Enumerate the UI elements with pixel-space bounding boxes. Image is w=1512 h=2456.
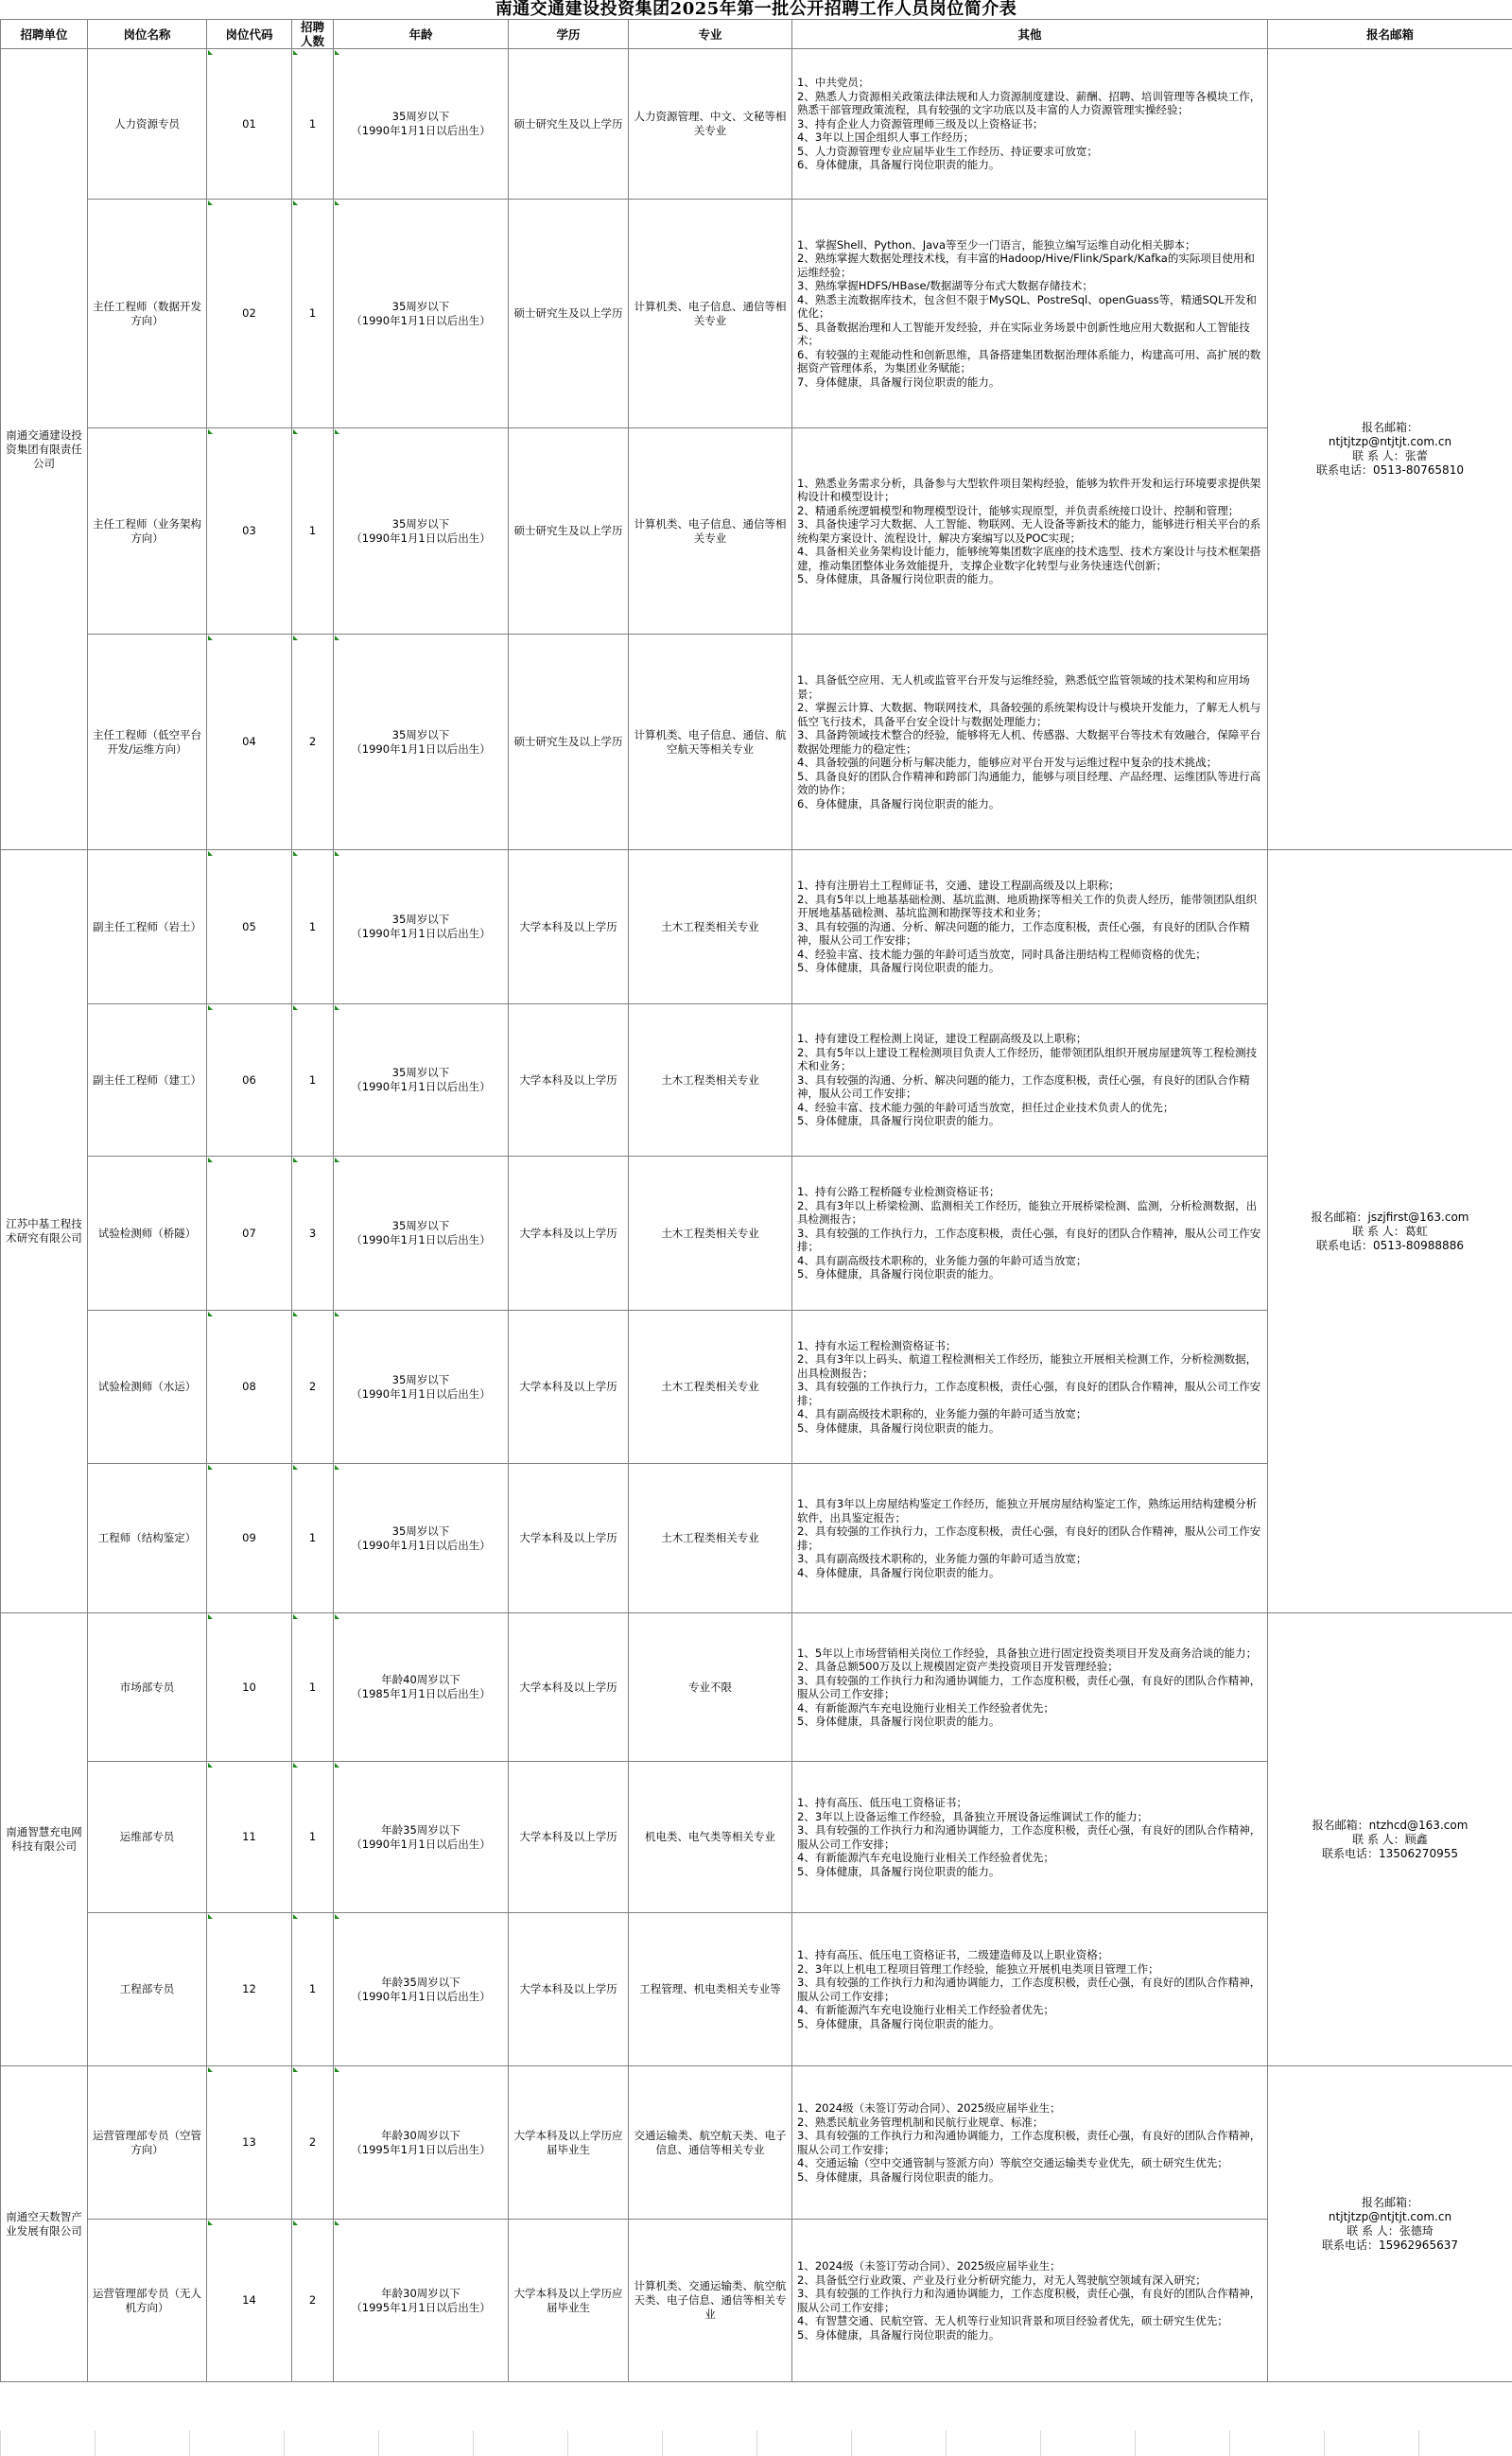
contact-line: 联 系 人：张德琦 xyxy=(1347,2223,1434,2238)
cell-indicator-icon xyxy=(293,1614,298,1619)
contact-line: ntjtjtzp@ntjtjt.com.cn xyxy=(1328,435,1452,448)
requirements-cell xyxy=(792,428,1268,635)
cell-indicator-icon xyxy=(293,200,298,205)
position-code-cell: 08 xyxy=(207,1311,292,1464)
requirement-line: 5、具备良好的团队合作精神和跨部门沟通能力，能够与项目经理、产品经理、运维团队等进行高效的协作； xyxy=(797,769,1261,796)
requirements-cell xyxy=(792,1004,1268,1157)
requirement-line: 1、2024级（未签订劳动合同）、2025级应届毕业生； xyxy=(797,2101,1061,2115)
header-age: 年龄 xyxy=(334,20,509,49)
major-cell: 计算机类、电子信息、通信、航空航天等相关专业 xyxy=(629,635,792,850)
requirement-line: 3、熟练掌握HDFS/HBase/数据湖等分布式大数据存储技术； xyxy=(797,279,1093,293)
age-cell xyxy=(334,1004,509,1157)
cell-indicator-icon xyxy=(208,2067,213,2072)
contact-line: 联 系 人：葛虹 xyxy=(1352,1224,1428,1238)
age-line: 35周岁以下 xyxy=(391,727,450,741)
position-code-cell: 06 xyxy=(207,1004,292,1157)
education-cell: 硕士研究生及以上学历 xyxy=(509,200,629,428)
age-cell xyxy=(334,1464,509,1613)
age-line: （1990年1月1日以后出生） xyxy=(351,1080,491,1093)
education-cell: 大学本科及以上学历 xyxy=(509,1613,629,1762)
requirement-line: 2、具有5年以上地基基础检测、基坑监测、地质勘探等相关工作的负责人经历，能带领团队组织开展地基基础检测、基坑监测和勘探等技术和业务； xyxy=(797,892,1258,920)
age-line: （1990年1月1日以后出生） xyxy=(351,1837,491,1851)
cell-indicator-icon xyxy=(335,636,339,640)
cell-indicator-icon xyxy=(293,1005,298,1010)
education-cell: 大学本科及以上学历应届毕业生 xyxy=(509,2066,629,2220)
header-position-code: 岗位代码 xyxy=(207,20,292,49)
headcount-cell: 1 xyxy=(292,1913,334,2066)
position-name-cell: 主任工程师（数据开发方向） xyxy=(88,200,207,428)
requirements-cell xyxy=(792,1311,1268,1464)
major-cell: 土木工程类相关专业 xyxy=(629,1157,792,1311)
requirement-line: 3、具有较强的工作执行力和沟通协调能力，工作态度积极，责任心强，有良好的团队合作精神，服从公司工作安排； xyxy=(797,1673,1261,1700)
cell-indicator-icon xyxy=(335,1763,339,1768)
headcount-cell: 2 xyxy=(292,2066,334,2220)
cell-indicator-icon xyxy=(293,636,298,640)
requirement-line: 4、具备较强的问题分析与解决能力，能够应对平台开发与运维过程中复杂的技术挑战； xyxy=(797,756,1218,769)
requirements-cell xyxy=(792,635,1268,850)
requirement-line: 5、具备数据治理和人工智能开发经验，并在实际业务场景中创新性地应用大数据和人工智能技术； xyxy=(797,320,1250,348)
major-cell: 计算机类、交通运输类、航空航天类、电子信息、通信等相关专业 xyxy=(629,2220,792,2382)
position-code-cell: 09 xyxy=(207,1464,292,1613)
cell-indicator-icon xyxy=(208,636,213,640)
contact-cell xyxy=(1268,850,1512,1613)
requirement-line: 2、精通系统逻辑模型和物理模型设计，能够实现原型，并负责系统接口设计、控制和管理； xyxy=(797,503,1240,517)
position-name-cell: 运营管理部专员（无人机方向） xyxy=(88,2220,207,2382)
position-code-cell: 04 xyxy=(207,635,292,850)
education-cell: 大学本科及以上学历 xyxy=(509,1157,629,1311)
requirement-line: 2、熟悉人力资源相关政策法律法规和人力资源制度建设、薪酬、招聘、培训管理等各模块工作，熟悉干部管理政策流程，具有较强的文字功底以及丰富的人力资源管理实操经验； xyxy=(797,89,1261,117)
education-cell: 硕士研究生及以上学历 xyxy=(509,49,629,200)
requirement-line: 1、持有高压、低压电工资格证书，二级建造师及以上职业资格； xyxy=(797,1948,1109,1961)
requirement-line: 3、具有较强的沟通、分析、解决问题的能力，工作态度积极，责任心强，有良好的团队合作精神，服从公司工作安排； xyxy=(797,919,1250,948)
contact-line: ntjtjtzp@ntjtjt.com.cn xyxy=(1328,2209,1452,2223)
age-line: 35周岁以下 xyxy=(391,516,450,531)
requirement-line: 2、熟练掌握大数据处理技术栈，有丰富的Hadoop/Hive/Flink/Spark/Kafka的实际项目使用和运维经验； xyxy=(797,252,1255,279)
contact-line: 联系电话：0513-80988886 xyxy=(1316,1238,1464,1252)
age-line: 35周岁以下 xyxy=(391,913,450,926)
cell-indicator-icon xyxy=(293,2221,298,2225)
age-line: （1990年1月1日以后出生） xyxy=(351,124,491,137)
requirements-cell xyxy=(792,1613,1268,1762)
major-cell: 计算机类、电子信息、通信等相关专业 xyxy=(629,200,792,428)
requirement-line: 4、身体健康，具备履行岗位职责的能力。 xyxy=(797,1565,1000,1579)
education-cell: 大学本科及以上学历 xyxy=(509,1464,629,1613)
contact-line: 联系电话：0513-80765810 xyxy=(1316,463,1464,477)
major-cell: 土木工程类相关专业 xyxy=(629,1464,792,1613)
education-cell: 大学本科及以上学历 xyxy=(509,1004,629,1157)
requirement-line: 4、经验丰富、技术能力强的年龄可适当放宽，同时具备注册结构工程师资格的优先； xyxy=(797,947,1207,961)
headcount-cell: 1 xyxy=(292,1762,334,1913)
age-cell xyxy=(334,1762,509,1913)
position-name-cell: 人力资源专员 xyxy=(88,49,207,200)
requirement-line: 4、3年以上国企组织人事工作经历； xyxy=(797,131,975,145)
age-cell xyxy=(334,635,509,850)
requirement-line: 1、持有高压、低压电工资格证书； xyxy=(797,1796,967,1809)
age-line: （1990年1月1日以后出生） xyxy=(351,1386,491,1401)
age-line: （1990年1月1日以后出生） xyxy=(351,927,491,940)
recruiting-unit-cell: 江苏中基工程技术研究有限公司 xyxy=(1,850,88,1613)
position-code-cell: 12 xyxy=(207,1913,292,2066)
cell-indicator-icon xyxy=(208,1158,213,1162)
cell-indicator-icon xyxy=(208,1005,213,1010)
position-code-cell: 05 xyxy=(207,850,292,1004)
education-cell: 硕士研究生及以上学历 xyxy=(509,635,629,850)
headcount-cell: 2 xyxy=(292,635,334,850)
requirement-line: 6、身体健康，具备履行岗位职责的能力。 xyxy=(797,158,1000,172)
requirement-line: 3、具有较强的工作执行力和沟通协调能力，工作态度积极，责任心强，有良好的团队合作精神，服从公司工作安排； xyxy=(797,1976,1261,2003)
empty-grid-area xyxy=(0,2430,1512,2456)
position-name-cell: 试验检测师（桥隧） xyxy=(88,1157,207,1311)
cell-indicator-icon xyxy=(335,429,339,434)
cell-indicator-icon xyxy=(335,2221,339,2225)
requirement-line: 1、持有建设工程检测上岗证，建设工程副高级及以上职称； xyxy=(797,1032,1087,1046)
contact-line: 联 系 人：顾鑫 xyxy=(1352,1832,1428,1846)
headcount-cell: 3 xyxy=(292,1157,334,1311)
age-line: 年龄35周岁以下 xyxy=(381,1822,461,1837)
requirement-line: 1、掌握Shell、Python、Java等至少一门语言，能独立编写运维自动化相关脚本； xyxy=(797,237,1196,252)
age-line: 年龄35周岁以下 xyxy=(381,1975,461,1989)
cell-indicator-icon xyxy=(208,50,213,55)
header-email: 报名邮箱 xyxy=(1268,20,1512,49)
requirement-line: 1、熟悉业务需求分析，具备参与大型软件项目架构经验，能够为软件开发和运行环境要求提供架构设计和模型设计； xyxy=(797,476,1261,503)
major-cell: 土木工程类相关专业 xyxy=(629,1004,792,1157)
cell-indicator-icon xyxy=(208,1914,213,1919)
requirement-line: 6、身体健康，具备履行岗位职责的能力。 xyxy=(797,796,1000,810)
requirement-line: 4、熟悉主流数据库技术，包含但不限于MySQL、PostreSql、openGuass等，精通SQL开发和优化； xyxy=(797,292,1257,321)
cell-indicator-icon xyxy=(335,1914,339,1919)
requirement-line: 3、具有较强的工作执行力，工作态度积极，责任心强，有良好的团队合作精神，服从公司工作安排； xyxy=(797,1380,1261,1407)
cell-indicator-icon xyxy=(208,1614,213,1619)
job-table xyxy=(0,19,1512,2382)
age-line: 年龄30周岁以下 xyxy=(381,2128,461,2142)
age-cell xyxy=(334,850,509,1004)
position-code-cell: 01 xyxy=(207,49,292,200)
headcount-cell: 2 xyxy=(292,1311,334,1464)
position-name-cell: 副主任工程师（建工） xyxy=(88,1004,207,1157)
cell-indicator-icon xyxy=(335,50,339,55)
cell-indicator-icon xyxy=(208,851,213,856)
requirement-line: 2、具有5年以上建设工程检测项目负责人工作经历，能带领团队组织开展房屋建筑等工程检测技术和业务； xyxy=(797,1045,1258,1073)
education-cell: 硕士研究生及以上学历 xyxy=(509,428,629,635)
age-line: 年龄30周岁以下 xyxy=(381,2286,461,2300)
age-line: 35周岁以下 xyxy=(391,1372,450,1386)
position-name-cell: 主任工程师（低空平台开发/运维方向） xyxy=(88,635,207,850)
contact-line: 报名邮箱： xyxy=(1361,2195,1418,2209)
requirements-cell xyxy=(792,200,1268,428)
requirement-line: 3、具有较强的工作执行力和沟通协调能力，工作态度积极，责任心强，有良好的团队合作精神，服从公司工作安排； xyxy=(797,1823,1261,1851)
cell-indicator-icon xyxy=(208,1763,213,1768)
cell-indicator-icon xyxy=(208,2221,213,2225)
cell-indicator-icon xyxy=(208,1312,213,1316)
age-cell xyxy=(334,1157,509,1311)
age-line: 35周岁以下 xyxy=(391,1066,450,1079)
position-code-cell: 03 xyxy=(207,428,292,635)
age-cell xyxy=(334,200,509,428)
major-cell: 人力资源管理、中文、文秘等相关专业 xyxy=(629,49,792,200)
header-count: 招聘人数 xyxy=(292,20,334,49)
major-cell: 专业不限 xyxy=(629,1613,792,1762)
position-code-cell: 11 xyxy=(207,1762,292,1913)
requirement-line: 4、具备相关业务架构设计能力，能够统筹集团数字底座的技术选型、技术方案设计与技术框架搭建，推动集团整体业务效能提升，支撑企业数字化转型与业务快速迭代创新； xyxy=(797,545,1261,572)
requirements-cell xyxy=(792,2220,1268,2382)
education-cell: 大学本科及以上学历 xyxy=(509,1762,629,1913)
headcount-cell: 1 xyxy=(292,1613,334,1762)
contact-cell xyxy=(1268,1613,1512,2066)
cell-indicator-icon xyxy=(293,1763,298,1768)
requirement-line: 2、具有3年以上码头、航道工程检测相关工作经历，能独立开展相关检测工作，分析检测数据，出具检测报告； xyxy=(797,1352,1258,1380)
header-unit: 招聘单位 xyxy=(1,20,88,49)
requirement-line: 3、具有较强的工作执行力和沟通协调能力，工作态度积极，责任心强，有良好的团队合作精神，服从公司工作安排； xyxy=(797,2129,1261,2156)
requirement-line: 3、具有副高级技术职称的，业务能力强的年龄可适当放宽； xyxy=(797,1552,1087,1565)
age-line: （1990年1月1日以后出生） xyxy=(351,1538,491,1552)
position-code-cell: 02 xyxy=(207,200,292,428)
requirement-line: 5、身体健康，具备履行岗位职责的能力。 xyxy=(797,961,1000,975)
major-cell: 机电类、电气类等相关专业 xyxy=(629,1762,792,1913)
contact-line: 联 系 人：张蕾 xyxy=(1352,449,1428,462)
requirement-line: 5、身体健康，具备履行岗位职责的能力。 xyxy=(797,1715,1000,1728)
headcount-cell: 1 xyxy=(292,428,334,635)
cell-indicator-icon xyxy=(293,2067,298,2072)
requirement-line: 3、具有较强的沟通、分析、解决问题的能力，工作态度积极，责任心强，有良好的团队合作精神，服从公司工作安排； xyxy=(797,1072,1250,1101)
requirements-cell xyxy=(792,49,1268,200)
age-line: 35周岁以下 xyxy=(391,1219,450,1232)
requirements-cell xyxy=(792,2066,1268,2220)
requirement-line: 5、身体健康，具备履行岗位职责的能力。 xyxy=(797,1864,1000,1878)
education-cell: 大学本科及以上学历 xyxy=(509,850,629,1004)
major-cell: 交通运输类、航空航天类、电子信息、通信等相关专业 xyxy=(629,2066,792,2220)
table-row xyxy=(1,850,1512,1004)
position-name-cell: 主任工程师（业务架构方向） xyxy=(88,428,207,635)
requirement-line: 4、有新能源汽车充电设施行业相关工作经验者优先； xyxy=(797,1700,1054,1715)
requirement-line: 2、掌握云计算、大数据、物联网技术，具备较强的系统架构设计与模块开发能力，了解无人机与低空飞行技术，具备平台安全设计与数据处理能力； xyxy=(797,701,1261,728)
position-name-cell: 运维部专员 xyxy=(88,1762,207,1913)
requirements-cell xyxy=(792,1464,1268,1613)
headcount-cell: 2 xyxy=(292,2220,334,2382)
cell-indicator-icon xyxy=(208,1465,213,1470)
cell-indicator-icon xyxy=(208,429,213,434)
header-position-name: 岗位名称 xyxy=(88,20,207,49)
cell-indicator-icon xyxy=(293,1465,298,1470)
cell-indicator-icon xyxy=(335,200,339,205)
headcount-cell: 1 xyxy=(292,200,334,428)
age-line: （1995年1月1日以后出生） xyxy=(351,2142,491,2156)
header-education: 学历 xyxy=(509,20,629,49)
cell-indicator-icon xyxy=(293,1312,298,1316)
requirement-line: 6、有较强的主观能动性和创新思维，具备搭建集团数据治理体系能力，构建高可用、高扩展的数据资产管理体系，为集团业务赋能； xyxy=(797,347,1261,375)
contact-line: 报名邮箱：ntzhcd@163.com xyxy=(1312,1818,1469,1832)
cell-indicator-icon xyxy=(293,429,298,434)
major-cell: 土木工程类相关专业 xyxy=(629,850,792,1004)
requirement-line: 3、持有企业人力资源管理师三级及以上资格证书； xyxy=(797,116,1044,131)
cell-indicator-icon xyxy=(293,851,298,856)
requirement-line: 5、身体健康，具备履行岗位职责的能力。 xyxy=(797,2327,1000,2342)
page-title: 南通交通建设投资集团2025年第一批公开招聘工作人员岗位简介表 xyxy=(495,0,1017,19)
requirement-line: 3、具备跨领域技术整合的经验，能够将无人机、传感器、大数据平台等技术有效融合，保障平台数据处理能力的稳定性； xyxy=(797,728,1261,756)
age-cell xyxy=(334,49,509,200)
cell-indicator-icon xyxy=(335,1005,339,1010)
age-cell xyxy=(334,428,509,635)
headcount-cell: 1 xyxy=(292,1464,334,1613)
requirement-line: 7、身体健康，具备履行岗位职责的能力。 xyxy=(797,374,1000,389)
requirements-cell xyxy=(792,1762,1268,1913)
requirement-line: 3、具有较强的工作执行力，工作态度积极，责任心强，有良好的团队合作精神，服从公司工作安排； xyxy=(797,1226,1261,1254)
headcount-cell: 1 xyxy=(292,850,334,1004)
requirement-line: 2、具备低空行业政策、产业及行业分析研究能力，对无人驾驶航空领域有深入研究； xyxy=(797,2273,1207,2287)
age-cell xyxy=(334,1613,509,1762)
age-line: （1990年1月1日以后出生） xyxy=(351,1989,491,2003)
requirement-line: 2、具有较强的工作执行力，工作态度积极，责任心强，有良好的团队合作精神，服从公司工作安排； xyxy=(797,1524,1261,1552)
age-line: （1985年1月1日以后出生） xyxy=(351,1687,491,1700)
recruiting-unit-cell: 南通智慧充电网科技有限公司 xyxy=(1,1613,88,2066)
requirement-line: 1、持有注册岩土工程师证书，交通、建设工程副高级及以上职称； xyxy=(797,879,1120,893)
position-name-cell: 市场部专员 xyxy=(88,1613,207,1762)
age-line: 35周岁以下 xyxy=(391,299,450,313)
requirement-line: 4、交通运输（空中交通管制与签派方向）等航空交通运输类专业优先，硕士研究生优先； xyxy=(797,2156,1228,2169)
requirement-line: 5、身体健康，具备履行岗位职责的能力。 xyxy=(797,1420,1000,1435)
cell-indicator-icon xyxy=(293,1158,298,1162)
requirement-line: 5、人力资源管理专业应届毕业生工作经历、持证要求可放宽； xyxy=(797,144,1098,158)
cell-indicator-icon xyxy=(335,1312,339,1316)
table-row xyxy=(1,49,1512,200)
age-line: （1995年1月1日以后出生） xyxy=(351,2300,491,2314)
header-other: 其他 xyxy=(792,20,1268,49)
contact-cell xyxy=(1268,2066,1512,2382)
recruiting-unit-cell: 南通交通建设投资集团有限责任公司 xyxy=(1,49,88,850)
requirement-line: 4、有智慧交通、民航空管、无人机等行业知识背景和项目经验者优先，硕士研究生优先； xyxy=(797,2314,1228,2327)
requirement-line: 4、具有副高级技术职称的，业务能力强的年龄可适当放宽； xyxy=(797,1407,1087,1421)
requirement-line: 2、具有3年以上桥梁检测、监测相关工作经历，能独立开展桥梁检测、监测，分析检测数据，出具检测报告； xyxy=(797,1198,1258,1227)
requirement-line: 4、有新能源汽车充电设施行业相关工作经验者优先； xyxy=(797,1851,1054,1864)
requirement-line: 1、持有公路工程桥隧专业检测资格证书； xyxy=(797,1185,1000,1199)
requirement-line: 3、具备快速学习大数据、人工智能、物联网、无人设备等新技术的能力，能够进行相关平台的系统构架方案设计、流程设计，解决方案编写以及POC实现； xyxy=(797,517,1261,545)
major-cell: 工程管理、机电类相关专业等 xyxy=(629,1913,792,2066)
table-row xyxy=(1,1613,1512,1762)
age-line: 年龄40周岁以下 xyxy=(381,1673,461,1686)
age-cell xyxy=(334,2066,509,2220)
cell-indicator-icon xyxy=(335,1465,339,1470)
cell-indicator-icon xyxy=(335,851,339,856)
requirement-line: 1、持有水运工程检测资格证书； xyxy=(797,1338,957,1352)
major-cell: 土木工程类相关专业 xyxy=(629,1311,792,1464)
recruiting-unit-cell: 南通空天数智产业发展有限公司 xyxy=(1,2066,88,2382)
major-cell: 计算机类、电子信息、通信等相关专业 xyxy=(629,428,792,635)
contact-line: 联系电话：15962965637 xyxy=(1322,2238,1458,2252)
requirement-line: 1、具备低空应用、无人机或监管平台开发与运维经验，熟悉低空监管领域的技术架构和应用场景； xyxy=(797,673,1250,701)
requirement-line: 5、身体健康，具备履行岗位职责的能力。 xyxy=(797,1267,1000,1281)
requirement-line: 1、5年以上市场营销相关岗位工作经验，具备独立进行固定投资类项目开发及商务洽谈的能力； xyxy=(797,1646,1258,1660)
education-cell: 大学本科及以上学历 xyxy=(509,1913,629,2066)
contact-cell xyxy=(1268,49,1512,850)
position-code-cell: 10 xyxy=(207,1613,292,1762)
age-line: （1990年1月1日以后出生） xyxy=(351,741,491,756)
position-code-cell: 13 xyxy=(207,2066,292,2220)
requirement-line: 2、具备总额500万及以上规模固定资产类投资项目开发管理经验； xyxy=(797,1660,1119,1673)
position-name-cell: 工程部专员 xyxy=(88,1913,207,2066)
requirement-line: 2、熟悉民航业务管理机制和民航行业规章、标准； xyxy=(797,2115,1044,2129)
position-name-cell: 副主任工程师（岩土） xyxy=(88,850,207,1004)
requirement-line: 4、经验丰富、技术能力强的年龄可适当放宽，担任过企业技术负责人的优先； xyxy=(797,1100,1174,1114)
header-major: 专业 xyxy=(629,20,792,49)
education-cell: 大学本科及以上学历 xyxy=(509,1311,629,1464)
requirement-line: 1、2024级（未签订劳动合同）、2025级应届毕业生； xyxy=(797,2259,1061,2273)
cell-indicator-icon xyxy=(208,200,213,205)
requirement-line: 3、具有较强的工作执行力和沟通协调能力，工作态度积极，责任心强，有良好的团队合作精神，服从公司工作安排； xyxy=(797,2287,1261,2314)
age-line: （1990年1月1日以后出生） xyxy=(351,313,491,327)
contact-line: 报名邮箱： xyxy=(1361,421,1418,434)
age-cell xyxy=(334,1913,509,2066)
position-code-cell: 14 xyxy=(207,2220,292,2382)
cell-indicator-icon xyxy=(335,1614,339,1619)
requirement-line: 5、身体健康，具备履行岗位职责的能力。 xyxy=(797,2169,1000,2184)
cell-indicator-icon xyxy=(335,1158,339,1162)
age-line: （1990年1月1日以后出生） xyxy=(351,1233,491,1246)
requirement-line: 5、身体健康，具备履行岗位职责的能力。 xyxy=(797,2016,1000,2030)
requirements-cell xyxy=(792,1157,1268,1311)
requirement-line: 1、中共党员； xyxy=(797,76,870,90)
requirement-line: 2、3年以上机电工程项目管理工作经验，能独立开展机电类项目管理工作； xyxy=(797,1961,1159,1976)
requirement-line: 1、具有3年以上房屋结构鉴定工作经历，能独立开展房屋结构鉴定工作，熟练运用结构建模分析软件，出具鉴定报告； xyxy=(797,1497,1258,1524)
age-cell xyxy=(334,2220,509,2382)
position-code-cell: 07 xyxy=(207,1157,292,1311)
age-cell xyxy=(334,1311,509,1464)
requirement-line: 5、身体健康，具备履行岗位职责的能力。 xyxy=(797,572,1000,585)
headcount-cell: 1 xyxy=(292,49,334,200)
position-name-cell: 运营管理部专员（空管方向） xyxy=(88,2066,207,2220)
header-row xyxy=(1,20,1512,49)
table-row xyxy=(1,2066,1512,2220)
requirement-line: 2、3年以上设备运维工作经验，具备独立开展设备运维调试工作的能力； xyxy=(797,1809,1149,1823)
cell-indicator-icon xyxy=(335,2067,339,2072)
requirement-line: 5、身体健康，具备履行岗位职责的能力。 xyxy=(797,1114,1000,1128)
cell-indicator-icon xyxy=(293,1914,298,1919)
requirement-line: 4、有新能源汽车充电设施行业相关工作经验者优先； xyxy=(797,2003,1054,2016)
position-name-cell: 试验检测师（水运） xyxy=(88,1311,207,1464)
age-line: 35周岁以下 xyxy=(391,1524,450,1538)
contact-line: 报名邮箱：jszjfirst@163.com xyxy=(1311,1210,1469,1224)
education-cell: 大学本科及以上学历应届毕业生 xyxy=(509,2220,629,2382)
age-line: （1990年1月1日以后出生） xyxy=(351,531,491,545)
position-name-cell: 工程师（结构鉴定） xyxy=(88,1464,207,1613)
requirements-cell xyxy=(792,1913,1268,2066)
headcount-cell: 1 xyxy=(292,1004,334,1157)
age-line: 35周岁以下 xyxy=(391,110,450,123)
requirement-line: 4、具有副高级技术职称的，业务能力强的年龄可适当放宽； xyxy=(797,1253,1087,1267)
requirements-cell xyxy=(792,850,1268,1004)
cell-indicator-icon xyxy=(293,50,298,55)
contact-line: 联系电话：13506270955 xyxy=(1322,1846,1458,1860)
